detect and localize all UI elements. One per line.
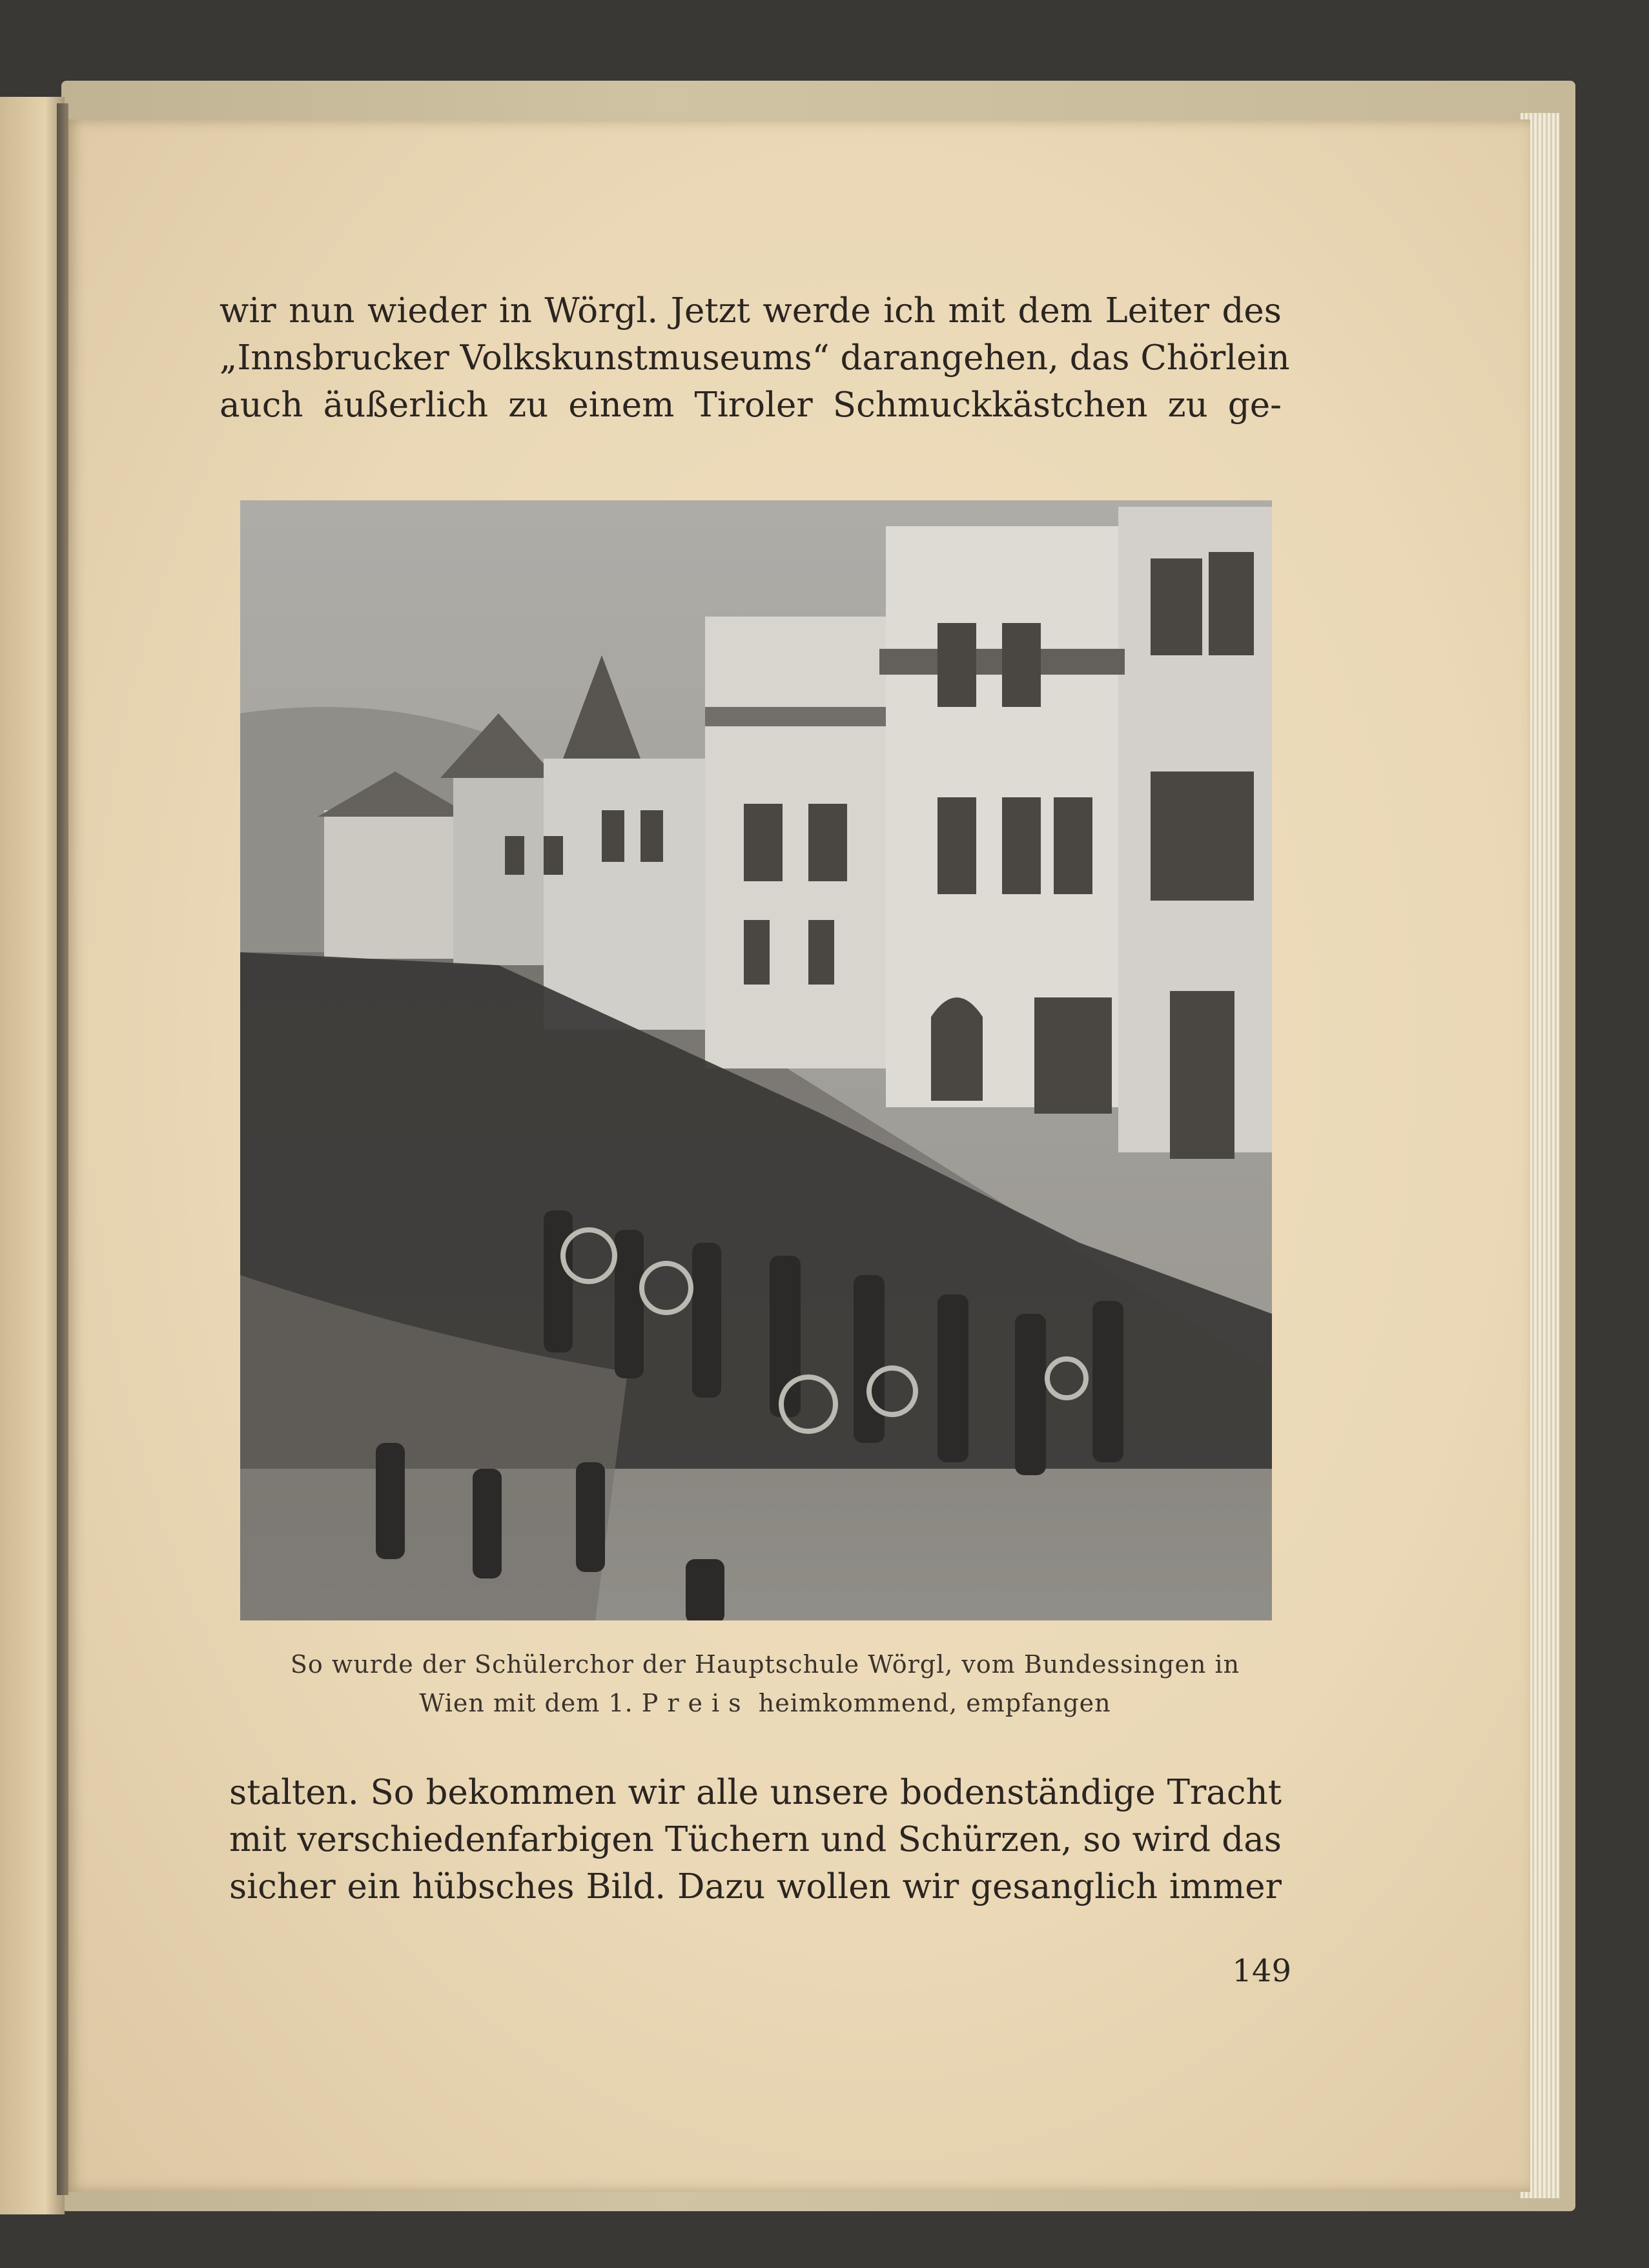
- text-line: auch äußerlich zu einem Tiroler Schmuckkästchen zu ge-: [220, 385, 1282, 425]
- text-line: sicher ein hübsches Bild. Dazu wollen wir gesanglich immer: [229, 1867, 1282, 1906]
- text-line: stalten. So bekommen wir alle unsere bodenständige Tracht: [229, 1773, 1282, 1812]
- previous-page-edge: [0, 97, 65, 2214]
- caption-spaced-word: Preis: [641, 1689, 750, 1717]
- caption-line-2: [249, 1684, 1282, 1722]
- page-number: 149: [1232, 1953, 1291, 1989]
- photo-caption: [249, 1645, 1282, 1722]
- text-line: wir nun wieder in Wörgl. Jetzt werde ich mit dem Leiter des: [220, 291, 1282, 331]
- caption-line-2-suffix: heimkommend, empfangen: [758, 1689, 1111, 1717]
- caption-line-2-prefix: Wien mit dem 1.: [419, 1689, 633, 1717]
- text-line: mit verschiedenfarbigen Tüchern und Schürzen, so wird das: [229, 1820, 1282, 1859]
- caption-line-1: So wurde der Schülerchor der Hauptschule Wörgl, vom Bundessingen in: [290, 1650, 1240, 1679]
- paragraph-bottom: [229, 1769, 1282, 1910]
- paragraph-top: [220, 287, 1290, 429]
- book-gutter: [57, 103, 68, 2195]
- text-line: „Innsbrucker Volkskunstmuseums“ darangehen, das Chörlein: [220, 338, 1290, 378]
- parade-photo: [240, 500, 1272, 1620]
